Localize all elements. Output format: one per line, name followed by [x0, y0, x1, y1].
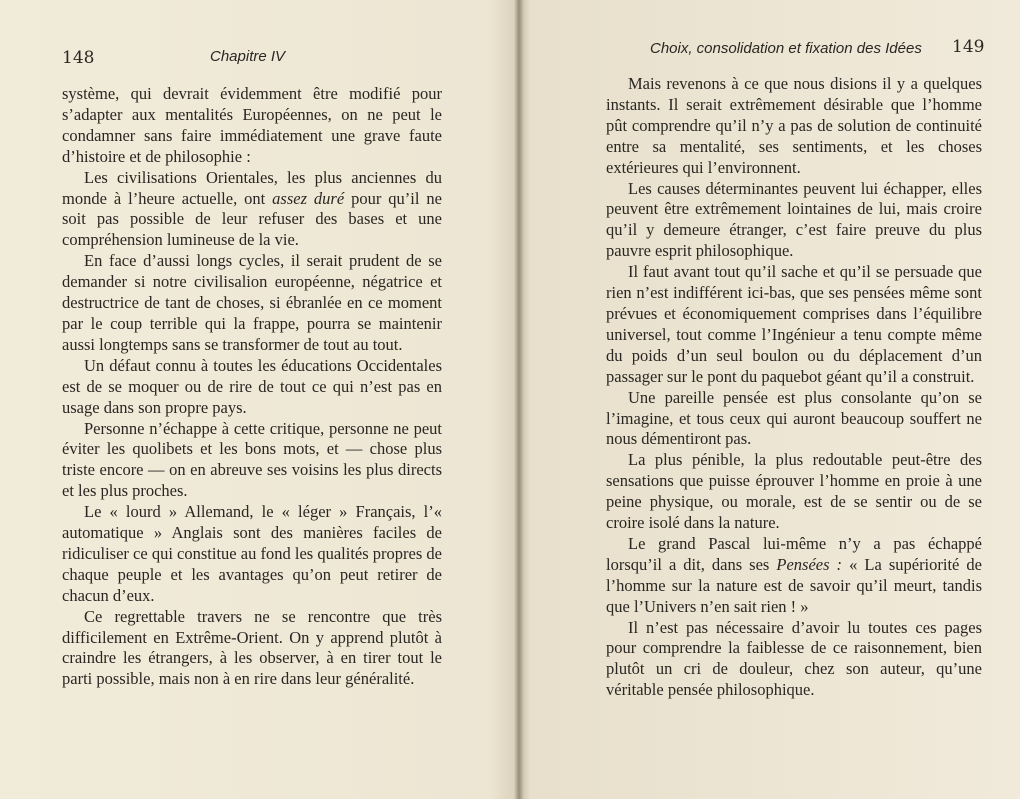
emphasis: assez duré	[272, 188, 345, 208]
paragraph: Mais revenons à ce que nous disions il y a quelques instants. Il serait extrêmement désirable que l’homme pût comprendre qu’il n’y a pas de solution de continuité entre sa mentalité, ses sentiments, et les choses extérieures qui l’environnent.	[606, 74, 982, 177]
paragraph: Les civilisations Orientales, les plus anciennes du monde à l’heure actuelle, ont assez duré pour qu’il ne soit pas possible de leur refuser des bases et une compréhension lumineuse de la vie.	[62, 167, 442, 250]
paragraph: Une pareille pensée est plus consolante qu’on se l’imagine, et tous ceux qui auront beaucoup souffert ne nous démentiront pas.	[606, 387, 982, 449]
paragraph: système, qui devrait évidemment être modifié pour s’adapter aux mentalités Européennes, on ne peut le condamner sans faire immédiatement une grave faute d’histoire et de philosophie :	[62, 84, 442, 166]
page-number: 149	[952, 37, 985, 57]
paragraph: Il faut avant tout qu’il sache et qu’il se persuade que rien n’est indifférent ici-bas, que ses pensées même sont prévues et économiquement comprises dans l’équilibre universel, tout comme l’Ingénieur a tenu compte même du poids d’un seul boulon ou du déplacement d’un passager sur le pont du paquebot géant qu’il a construit.	[606, 262, 982, 386]
paragraph: Ce regrettable travers ne se rencontre que très difficilement en Extrême-Orient. On y apprend plutôt à craindre les étrangers, à les observer, à en tirer tout le parti possible, mais non à en rire dans leur généralité.	[62, 606, 442, 689]
emphasis: Pensées :	[776, 554, 843, 574]
running-head: Choix, consolidation et fixation des Idées	[650, 40, 922, 57]
paragraph: Les causes déterminantes peuvent lui échapper, elles peuvent être extrêmement lointaines de lui, mais croire qu’il y demeure étranger, c’est faire preuve du plus pauvre esprit philosophique.	[606, 178, 982, 261]
paragraph: En face d’aussi longs cycles, il serait prudent de se demander si notre civilisalion européenne, négatrice et destructrice de tant de choses, si ébranlée en ce moment par le coup terrible qui la frappe, pourra se maintenir aussi longtemps sans se transformer de tout au tout.	[62, 251, 442, 354]
paragraph: La plus pénible, la plus redoutable peut-être des sensations que puisse éprouver l’homme en proie à une peine physique, ou morale, est de se sentir ou de se croire isolé dans la nature.	[606, 450, 982, 533]
page-body	[606, 74, 982, 701]
book-gutter	[514, 0, 524, 799]
paragraph: Un défaut connu à toutes les éducations Occidentales est de se moquer ou de rire de tout ce qui n’est pas en usage dans son propre pays.	[62, 355, 442, 417]
paragraph: Le « lourd » Allemand, le « léger » Français, l’« automatique » Anglais sont des manières faciles de ridiculiser ce qui constitue au fond les qualités propres de chaque peuple et les avantages qu’on peut retirer de chacun d’eux.	[62, 502, 442, 605]
right-page	[524, 0, 1020, 799]
paragraph: Personne n’échappe à cette critique, personne ne peut éviter les quolibets et les bons mots, et — chose plus triste encore — on en abreuve ses voisins les plus directs et les plus proches.	[62, 418, 442, 501]
paragraph: Il n’est pas nécessaire d’avoir lu toutes ces pages pour comprendre la faiblesse de ce raisonnement, bien plutôt un cri de douleur, chez son auteur, qu’une véritable pensée philosophique.	[606, 617, 982, 700]
paragraph: Le grand Pascal lui-même n’y a pas échappé lorsqu’il a dit, dans ses Pensées : « La supériorité de l’homme sur la nature est de savoir qu’il meurt, tandis que l’Univers n’en sait rien ! »	[606, 533, 982, 616]
running-head: Chapitre IV	[210, 48, 286, 65]
page-number: 148	[62, 48, 95, 68]
page-body	[62, 84, 442, 690]
